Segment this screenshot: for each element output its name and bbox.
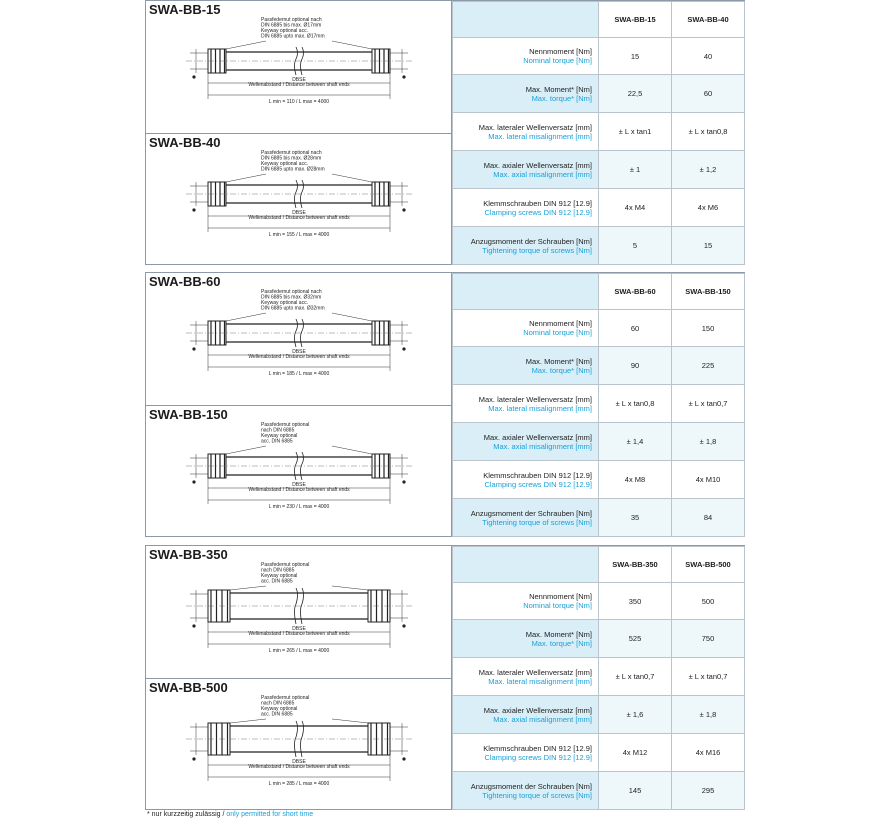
keyway-note-line: Passfedernut optional [261,562,310,568]
label-german: Max. Moment* [Nm] [525,629,592,639]
coupling-drawing-svg [146,273,452,403]
spec-row-label [453,423,599,461]
spec-value-cell: 90 [599,347,672,385]
spec-row [453,310,745,347]
product-panel [145,0,745,265]
dbse-label: DBSE [292,77,306,83]
spec-table [452,1,745,265]
spec-row-label [453,499,599,537]
spec-value-cell: 60 [599,310,672,347]
spec-value-cell: 60 [672,75,745,113]
dbse-label: DBSE [292,626,306,632]
spec-value-cell: ± 1,8 [672,423,745,461]
spec-value-cell: 40 [672,38,745,75]
keyway-note-line: nach DIN 6885 [261,700,295,707]
spec-value-cell: 145 [599,772,672,810]
spec-value-cell: 15 [599,38,672,75]
shaft-distance-label: Wellenabstand / Distance between shaft ends [248,487,350,493]
spec-row-label [453,347,599,385]
drawing-title: SWA-BB-60 [149,274,221,289]
note-leader [230,586,266,590]
coupling-drawing-svg [146,406,452,536]
screw-marker [402,624,405,627]
label-english: Max. torque* [Nm] [531,365,592,375]
spec-row [453,385,745,423]
spec-row [453,583,745,620]
keyway-note-line: Keyway optional [261,706,298,712]
spec-value-cell: ± L x tan0,8 [599,385,672,423]
drawing-title: SWA-BB-15 [149,2,221,17]
spec-row-label [453,620,599,658]
spec-row [453,620,745,658]
spec-row [453,227,745,265]
label-german: Max. axialer Wellenversatz [mm] [483,705,592,715]
spec-value-cell: ± L x tan0,7 [599,658,672,696]
spec-value-cell: 35 [599,499,672,537]
spec-value-cell: ± L x tan0,7 [672,385,745,423]
label-english: Max. lateral misalignment [mm] [488,676,592,686]
label-german: Max. Moment* [Nm] [525,356,592,366]
product-panel [145,545,745,810]
keyway-note-line: Passfedernut optional [261,695,310,701]
length-range-label: L min = 155 / L max = 4000 [268,232,330,238]
screw-marker [192,757,195,760]
label-german: Anzugsmoment der Schrauben [Nm] [470,781,592,791]
note-leader [332,586,368,590]
note-leader [230,719,266,723]
note-leader [332,446,372,454]
keyway-note-line: Keyway optional acc. [261,300,308,306]
spec-value-cell: 500 [672,583,745,620]
spec-value-cell: 525 [599,620,672,658]
shaft-distance-label: Wellenabstand / Distance between shaft ends [248,215,350,221]
label-english: Nominal torque [Nm] [523,56,592,65]
drawings-column [146,1,452,264]
label-english: Clamping screws DIN 912 [12.9] [484,479,592,489]
dbse-label: DBSE [292,759,306,765]
spec-row [453,696,745,734]
coupling-drawing-svg [146,134,452,264]
keyway-note-line: DIN 6885 upto max. Ø28mm [261,166,325,173]
spec-value-cell: 4x M8 [599,461,672,499]
keyway-note-line: Keyway optional [261,433,298,439]
note-leader [332,313,372,321]
spec-row [453,347,745,385]
length-range-label: L min = 265 / L max = 4000 [268,648,330,654]
drawings-column [146,273,452,536]
spec-value-cell: 295 [672,772,745,810]
keyway-note-line: acc. DIN 6885 [261,438,293,445]
label-english: Clamping screws DIN 912 [12.9] [484,207,592,217]
length-range-label: L min = 185 / L max = 4000 [268,371,330,377]
label-german: Max. axialer Wellenversatz [mm] [483,432,592,442]
spec-row-label [453,583,599,620]
screw-marker [192,75,195,78]
label-english: Max. axial misalignment [mm] [493,441,592,451]
spec-row [453,151,745,189]
label-german: Max. lateraler Wellenversatz [mm] [478,122,592,132]
shaft-distance-label: Wellenabstand / Distance between shaft ends [248,631,350,637]
label-english: Tightening torque of screws [Nm] [482,790,592,800]
spec-row-label [453,113,599,151]
spec-row [453,461,745,499]
label-english: Clamping screws DIN 912 [12.9] [484,752,592,762]
keyway-note-line: acc. DIN 6885 [261,578,293,585]
spec-value-cell: 84 [672,499,745,537]
spec-row-label [453,38,599,75]
product-panel [145,272,745,537]
keyway-note-line: Passfedernut optional nach [261,150,322,156]
length-range-label: L min = 230 / L max = 4000 [268,504,330,510]
screw-marker [192,624,195,627]
note-leader [332,174,372,182]
spec-row-label [453,75,599,113]
label-german: Max. axialer Wellenversatz [mm] [483,160,592,170]
label-english: Nominal torque [Nm] [523,328,592,337]
label-german: Nennmoment [Nm] [529,592,592,601]
spec-row [453,658,745,696]
label-english: Max. lateral misalignment [mm] [488,403,592,413]
spec-value-cell: 22,5 [599,75,672,113]
spec-value-cell: 750 [672,620,745,658]
label-english: Max. axial misalignment [mm] [493,169,592,179]
screw-marker [402,757,405,760]
keyway-note-line: DIN 6885 upto max. Ø17mm [261,33,325,40]
dbse-label: DBSE [292,210,306,216]
spec-row [453,499,745,537]
technical-drawing [146,546,452,678]
model-column-header: SWA-BB-40 [672,2,745,38]
keyway-note-line: Keyway optional acc. [261,28,308,34]
model-column-header: SWA-BB-500 [672,547,745,583]
model-column-header: SWA-BB-150 [672,274,745,310]
spec-row-label [453,772,599,810]
label-english: Max. axial misalignment [mm] [493,714,592,724]
footnote [147,811,313,818]
spec-row [453,75,745,113]
spec-row-label [453,385,599,423]
drawing-title: SWA-BB-150 [149,407,228,422]
spec-row-label [453,151,599,189]
dbse-label: DBSE [292,482,306,488]
spec-value-cell: 350 [599,583,672,620]
keyway-note-line: Passfedernut optional nach [261,17,322,23]
drawing-title: SWA-BB-500 [149,680,228,695]
note-leader [226,313,266,321]
label-english: Max. lateral misalignment [mm] [488,131,592,141]
technical-drawing [146,1,452,133]
label-german: Max. lateraler Wellenversatz [mm] [478,667,592,677]
spec-row-label [453,734,599,772]
technical-drawing [146,133,452,265]
spec-value-cell: 15 [672,227,745,265]
note-leader [332,41,372,49]
spec-row [453,189,745,227]
label-german: Anzugsmoment der Schrauben [Nm] [470,236,592,246]
keyway-note-line: nach DIN 6885 [261,427,295,434]
label-german: Max. Moment* [Nm] [525,84,592,94]
spec-value-cell: ± 1,8 [672,696,745,734]
screw-marker [192,347,195,350]
header-blank-cell [453,274,599,310]
keyway-note-line: DIN 6885 bis max. Ø17mm [261,22,322,29]
footnote-en: only permitted for short time [226,811,314,818]
note-leader [226,174,266,182]
spec-row-label [453,461,599,499]
shaft-distance-label: Wellenabstand / Distance between shaft ends [248,354,350,360]
label-german: Anzugsmoment der Schrauben [Nm] [470,508,592,518]
model-column-header: SWA-BB-60 [599,274,672,310]
length-range-label: L min = 285 / L max = 4000 [268,781,330,787]
note-leader [226,41,266,49]
spec-value-cell: ± 1,6 [599,696,672,734]
keyway-note-line: DIN 6885 upto max. Ø32mm [261,305,325,312]
shaft-distance-label: Wellenabstand / Distance between shaft ends [248,764,350,770]
spec-row [453,734,745,772]
keyway-note-line: DIN 6885 bis max. Ø28mm [261,155,322,162]
keyway-note-line: Keyway optional [261,573,298,579]
label-german: Nennmoment [Nm] [529,319,592,328]
spec-value-cell: 4x M12 [599,734,672,772]
spec-value-cell: ± L x tan0,8 [672,113,745,151]
spec-row-label [453,310,599,347]
spec-value-cell: 225 [672,347,745,385]
label-english: Tightening torque of screws [Nm] [482,245,592,255]
screw-marker [402,208,405,211]
drawing-title: SWA-BB-350 [149,547,228,562]
spec-value-cell: 5 [599,227,672,265]
spec-table [452,546,745,810]
keyway-note-line: Keyway optional acc. [261,161,308,167]
spec-value-cell: 150 [672,310,745,347]
drawings-column [146,546,452,809]
spec-table [452,273,745,537]
keyway-note-line: DIN 6885 bis max. Ø32mm [261,294,322,301]
label-german: Nennmoment [Nm] [529,47,592,56]
spec-value-cell: 4x M10 [672,461,745,499]
drawing-title: SWA-BB-40 [149,135,221,150]
screw-marker [402,347,405,350]
coupling-drawing-svg [146,546,452,676]
shaft-distance-label: Wellenabstand / Distance between shaft ends [248,82,350,88]
keyway-note-line: nach DIN 6885 [261,567,295,574]
label-german: Klemmschrauben DIN 912 [12.9] [483,470,592,480]
screw-marker [402,75,405,78]
spec-value-cell: 4x M6 [672,189,745,227]
spec-value-cell: 4x M16 [672,734,745,772]
spec-row-label [453,696,599,734]
technical-drawing [146,273,452,405]
label-english: Max. torque* [Nm] [531,93,592,103]
keyway-note-line: Passfedernut optional [261,422,310,428]
screw-marker [192,208,195,211]
coupling-drawing-svg [146,679,452,809]
label-english: Max. torque* [Nm] [531,638,592,648]
header-blank-cell [453,2,599,38]
keyway-note-line: Passfedernut optional nach [261,289,322,295]
label-english: Nominal torque [Nm] [523,601,592,610]
label-german: Max. lateraler Wellenversatz [mm] [478,394,592,404]
dbse-label: DBSE [292,349,306,355]
label-german: Klemmschrauben DIN 912 [12.9] [483,198,592,208]
footnote-de: * nur kurzzeitig zulässig / [147,811,225,818]
spec-value-cell: ± 1,2 [672,151,745,189]
spec-value-cell: ± 1 [599,151,672,189]
coupling-drawing-svg [146,1,452,131]
header-blank-cell [453,547,599,583]
spec-row [453,113,745,151]
screw-marker [402,480,405,483]
spec-value-cell: 4x M4 [599,189,672,227]
note-leader [332,719,368,723]
technical-drawing [146,678,452,810]
label-english: Tightening torque of screws [Nm] [482,517,592,527]
spec-row [453,38,745,75]
spec-row-label [453,227,599,265]
spec-value-cell: ± L x tan0,7 [672,658,745,696]
model-column-header: SWA-BB-15 [599,2,672,38]
spec-row-label [453,658,599,696]
note-leader [226,446,266,454]
technical-drawing [146,405,452,537]
spec-row [453,772,745,810]
screw-marker [192,480,195,483]
keyway-note-line: acc. DIN 6885 [261,711,293,718]
spec-value-cell: ± L x tan1 [599,113,672,151]
length-range-label: L min = 110 / L max = 4000 [268,99,330,105]
spec-value-cell: ± 1,4 [599,423,672,461]
label-german: Klemmschrauben DIN 912 [12.9] [483,743,592,753]
model-column-header: SWA-BB-350 [599,547,672,583]
spec-row [453,423,745,461]
spec-row-label [453,189,599,227]
